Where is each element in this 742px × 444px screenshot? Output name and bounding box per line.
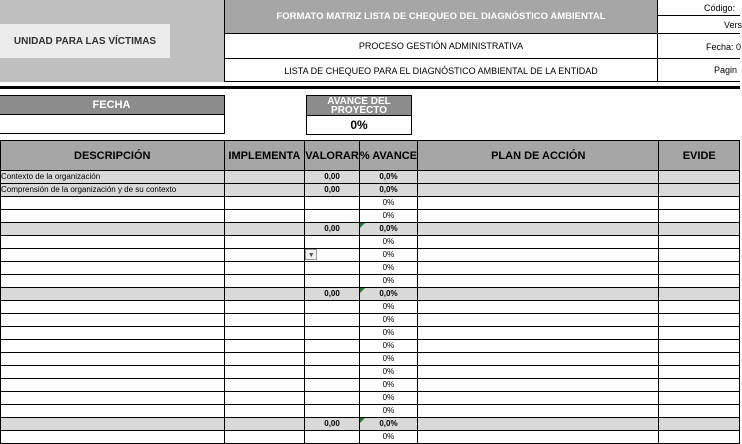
table-row	[1, 366, 740, 379]
cell-descripcion[interactable]	[1, 418, 225, 431]
cell-descripcion[interactable]	[1, 366, 225, 379]
table-row	[1, 275, 740, 288]
cell-valorar[interactable]	[305, 366, 360, 379]
cell-avance: 0%	[359, 249, 417, 262]
cell-implementa[interactable]	[224, 379, 305, 392]
cell-avance: 0,0%	[359, 288, 417, 301]
cell-evidencia[interactable]	[659, 301, 740, 314]
codigo-label: Código:	[704, 3, 736, 13]
logo	[0, 24, 170, 58]
table-row	[1, 262, 740, 275]
cell-implementa[interactable]	[224, 353, 305, 366]
cell-avance: 0%	[359, 340, 417, 353]
cell-implementa[interactable]	[224, 171, 305, 184]
side-codigo	[658, 0, 740, 16]
cell-implementa[interactable]	[224, 314, 305, 327]
cell-evidencia[interactable]	[659, 197, 740, 210]
table-row	[1, 249, 740, 262]
cell-valorar[interactable]	[305, 275, 360, 288]
cell-plan-accion[interactable]	[418, 392, 659, 405]
table-row	[1, 301, 740, 314]
cell-evidencia[interactable]	[659, 327, 740, 340]
cell-avance: 0%	[359, 275, 417, 288]
col-plan-accion: PLAN DE ACCIÓN	[418, 141, 659, 171]
cell-valorar[interactable]	[305, 301, 360, 314]
pagina-label: Pagin	[714, 65, 738, 75]
avance-value: 0%	[350, 118, 368, 132]
cell-avance: 0%	[359, 379, 417, 392]
cell-avance: 0%	[359, 327, 417, 340]
cell-descripcion[interactable]	[1, 327, 225, 340]
table-row	[1, 379, 740, 392]
cell-plan-accion[interactable]	[418, 340, 659, 353]
cell-implementa[interactable]	[224, 431, 305, 444]
table-row	[1, 314, 740, 327]
cell-valorar[interactable]	[305, 262, 360, 275]
side-fecha	[658, 34, 740, 59]
cell-evidencia[interactable]	[659, 392, 740, 405]
cell-plan-accion[interactable]	[418, 171, 659, 184]
cell-avance: 0%	[359, 301, 417, 314]
table-row	[1, 236, 740, 249]
cell-avance: 0%	[359, 431, 417, 444]
cell-avance: 0%	[359, 210, 417, 223]
cell-evidencia[interactable]	[659, 210, 740, 223]
cell-descripcion[interactable]	[1, 392, 225, 405]
cell-valorar[interactable]	[305, 210, 360, 223]
cell-evidencia[interactable]	[659, 340, 740, 353]
format-title-text: FORMATO MATRIZ LISTA DE CHEQUEO DEL DIAGNÓSTICO AMBIENTAL	[276, 11, 606, 22]
cell-evidencia[interactable]	[659, 353, 740, 366]
cell-valorar[interactable]: 0,00	[305, 288, 360, 301]
logo-area	[0, 0, 225, 82]
cell-plan-accion[interactable]	[418, 314, 659, 327]
cell-valorar[interactable]	[305, 379, 360, 392]
side-pagina	[658, 59, 740, 82]
cell-implementa[interactable]	[224, 275, 305, 288]
table-row	[1, 418, 740, 431]
cell-avance: 0%	[359, 314, 417, 327]
avance-label: AVANCE DEL PROYECTO	[327, 95, 391, 116]
cell-avance: 0,0%	[359, 223, 417, 236]
cell-implementa[interactable]	[224, 249, 305, 262]
cell-evidencia[interactable]	[659, 379, 740, 392]
cell-plan-accion[interactable]	[418, 405, 659, 418]
cell-avance: 0%	[359, 197, 417, 210]
cell-valorar[interactable]: 0,00	[305, 223, 360, 236]
cell-descripcion[interactable]	[1, 249, 225, 262]
cell-valorar[interactable]	[305, 431, 360, 444]
table-row	[1, 431, 740, 444]
cell-evidencia[interactable]	[659, 184, 740, 197]
table-row	[1, 327, 740, 340]
cell-implementa[interactable]	[224, 405, 305, 418]
table-row	[1, 288, 740, 301]
cell-evidencia[interactable]	[659, 249, 740, 262]
logo-text: UNIDAD PARA LAS VÍCTIMAS	[13, 35, 157, 47]
col-descripcion: DESCRIPCIÓN	[1, 141, 225, 171]
cell-plan-accion[interactable]	[418, 275, 659, 288]
cell-descripcion[interactable]	[1, 340, 225, 353]
table-header-row	[1, 141, 740, 171]
table-row	[1, 405, 740, 418]
cell-valorar[interactable]	[305, 249, 360, 262]
cell-descripcion[interactable]	[1, 379, 225, 392]
cell-valorar[interactable]	[305, 314, 360, 327]
cell-implementa[interactable]	[224, 327, 305, 340]
checklist-table	[0, 140, 740, 444]
format-title	[225, 0, 658, 34]
cell-descripcion[interactable]	[1, 262, 225, 275]
cell-evidencia[interactable]	[659, 418, 740, 431]
cell-valorar[interactable]: 0,00	[305, 418, 360, 431]
cell-plan-accion[interactable]	[418, 249, 659, 262]
table-row	[1, 353, 740, 366]
cell-avance: 0,0%	[359, 418, 417, 431]
cell-implementa[interactable]	[224, 301, 305, 314]
cell-descripcion[interactable]	[1, 210, 225, 223]
side-version	[658, 16, 740, 34]
cell-plan-accion[interactable]	[418, 379, 659, 392]
cell-plan-accion[interactable]	[418, 301, 659, 314]
checklist-title	[225, 59, 658, 82]
cell-implementa[interactable]	[224, 210, 305, 223]
cell-descripcion[interactable]	[1, 236, 225, 249]
cell-plan-accion[interactable]	[418, 262, 659, 275]
cell-plan-accion[interactable]	[418, 327, 659, 340]
cell-valorar[interactable]: 0,00	[305, 184, 360, 197]
cell-evidencia[interactable]	[659, 366, 740, 379]
fecha-label: FECHA	[92, 99, 131, 111]
cell-implementa[interactable]	[224, 392, 305, 405]
col-avance: % AVANCE	[359, 141, 417, 171]
cell-avance: 0%	[359, 236, 417, 249]
cell-plan-accion[interactable]	[418, 197, 659, 210]
cell-implementa[interactable]	[224, 223, 305, 236]
cell-plan-accion[interactable]	[418, 353, 659, 366]
fecha-header	[0, 95, 225, 115]
dropdown-arrow-icon[interactable]: ▼	[305, 249, 317, 260]
table-row	[1, 210, 740, 223]
cell-descripcion[interactable]	[1, 197, 225, 210]
cell-evidencia[interactable]	[659, 431, 740, 444]
avance-header	[306, 95, 412, 116]
checklist-title-text: LISTA DE CHEQUEO PARA EL DIAGNÓSTICO AMBIENTAL DE LA ENTIDAD	[284, 65, 598, 76]
cell-valorar[interactable]	[305, 392, 360, 405]
cell-avance: 0,0%	[359, 184, 417, 197]
table-row	[1, 171, 740, 184]
fecha-value-cell[interactable]	[0, 114, 225, 134]
separator	[0, 86, 740, 89]
col-valorar: VALORAR	[305, 141, 360, 171]
cell-valorar[interactable]	[305, 236, 360, 249]
cell-avance: 0%	[359, 262, 417, 275]
cell-implementa[interactable]	[224, 184, 305, 197]
cell-valorar[interactable]	[305, 340, 360, 353]
cell-evidencia[interactable]	[659, 405, 740, 418]
cell-descripcion[interactable]	[1, 405, 225, 418]
cell-plan-accion[interactable]	[418, 431, 659, 444]
cell-descripcion[interactable]	[1, 223, 225, 236]
avance-value-cell	[306, 115, 412, 135]
cell-avance: 0%	[359, 366, 417, 379]
fecha-label-side: Fecha: 0	[706, 42, 742, 52]
col-implementa: IMPLEMENTA	[224, 141, 305, 171]
cell-valorar[interactable]	[305, 327, 360, 340]
table-row	[1, 197, 740, 210]
cell-implementa[interactable]	[224, 366, 305, 379]
cell-descripcion[interactable]: Contexto de la organización	[1, 171, 225, 184]
cell-avance: 0%	[359, 353, 417, 366]
cell-descripcion[interactable]	[1, 301, 225, 314]
process-name	[225, 34, 658, 59]
cell-avance: 0%	[359, 405, 417, 418]
cell-avance: 0%	[359, 392, 417, 405]
cell-descripcion[interactable]	[1, 353, 225, 366]
table-row	[1, 392, 740, 405]
cell-evidencia[interactable]	[659, 262, 740, 275]
cell-implementa[interactable]	[224, 288, 305, 301]
cell-valorar[interactable]	[305, 353, 360, 366]
cell-evidencia[interactable]	[659, 171, 740, 184]
process-text: PROCESO GESTIÓN ADMINISTRATIVA	[358, 41, 524, 51]
table-row	[1, 184, 740, 197]
cell-valorar[interactable]: 0,00	[305, 171, 360, 184]
cell-evidencia[interactable]	[659, 314, 740, 327]
cell-avance: 0,0%	[359, 171, 417, 184]
cell-plan-accion[interactable]	[418, 223, 659, 236]
cell-descripcion[interactable]	[1, 288, 225, 301]
table-row	[1, 223, 740, 236]
cell-implementa[interactable]	[224, 340, 305, 353]
cell-valorar[interactable]	[305, 197, 360, 210]
cell-plan-accion[interactable]	[418, 366, 659, 379]
cell-evidencia[interactable]	[659, 236, 740, 249]
cell-implementa[interactable]	[224, 418, 305, 431]
cell-evidencia[interactable]	[659, 288, 740, 301]
cell-plan-accion[interactable]	[418, 236, 659, 249]
cell-implementa[interactable]	[224, 236, 305, 249]
col-evidencia: EVIDE	[659, 141, 740, 171]
cell-descripcion[interactable]	[1, 275, 225, 288]
table-row	[1, 340, 740, 353]
cell-evidencia[interactable]	[659, 223, 740, 236]
cell-descripcion[interactable]: Comprensión de la organización y de su contexto	[1, 184, 225, 197]
cell-descripcion[interactable]	[1, 431, 225, 444]
cell-plan-accion[interactable]	[418, 418, 659, 431]
cell-evidencia[interactable]	[659, 275, 740, 288]
cell-plan-accion[interactable]	[418, 184, 659, 197]
cell-descripcion[interactable]	[1, 314, 225, 327]
cell-implementa[interactable]	[224, 197, 305, 210]
cell-valorar[interactable]	[305, 405, 360, 418]
cell-implementa[interactable]	[224, 262, 305, 275]
cell-plan-accion[interactable]	[418, 288, 659, 301]
version-label: Vers	[724, 20, 742, 30]
cell-plan-accion[interactable]	[418, 210, 659, 223]
